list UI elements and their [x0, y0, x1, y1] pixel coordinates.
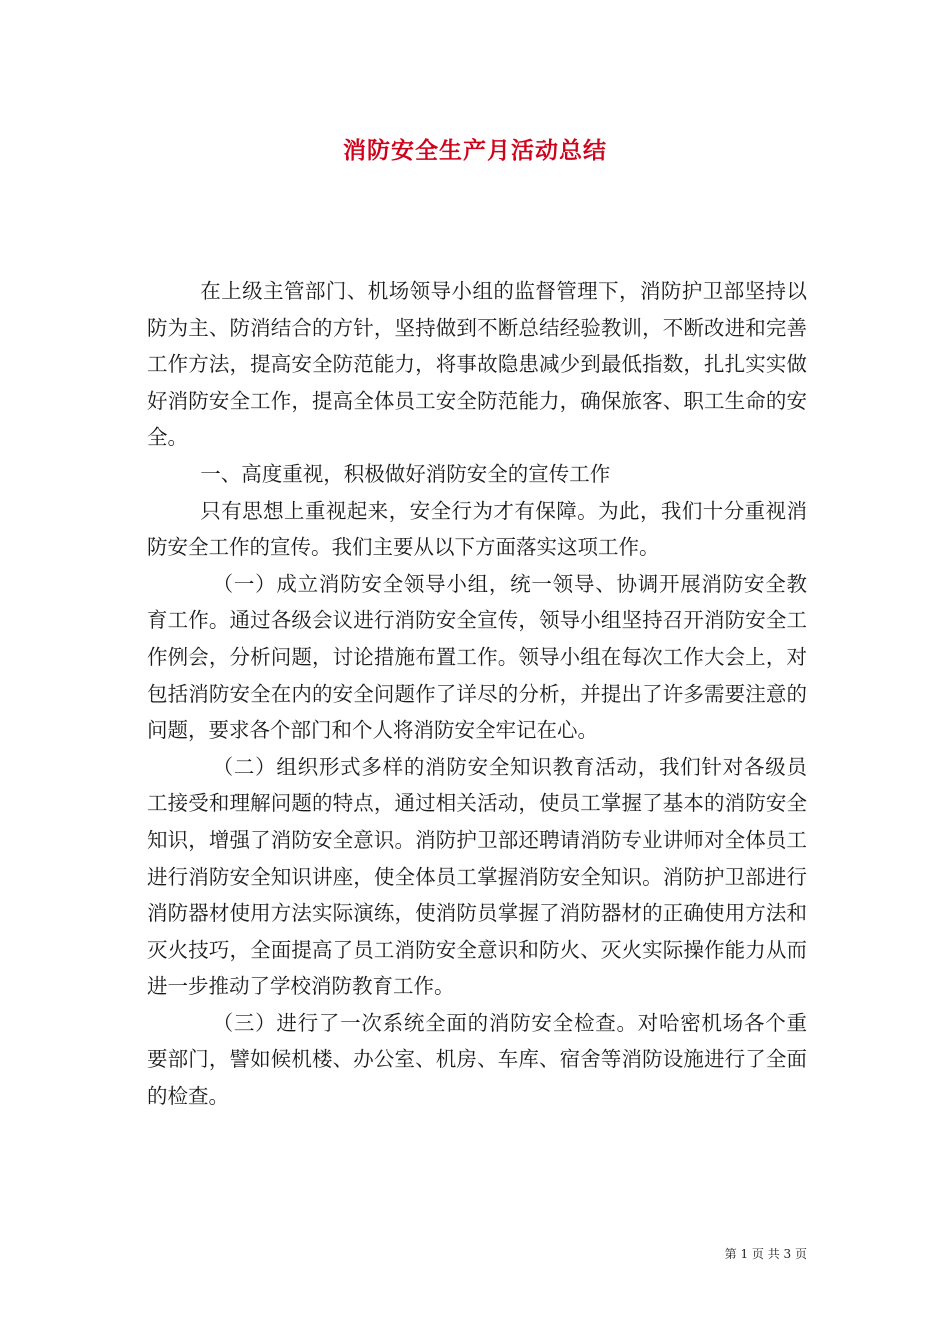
paragraph-section-1: 只有思想上重视起来，安全行为才有保障。为此，我们十分重视消防安全工作的宣传。我们主要从以下方面落实这项工作。 — [147, 498, 807, 560]
paragraph-item-3: （三）进行了一次系统全面的消防安全检查。对哈密机场各个重要部门，譬如候机楼、办公室、机房、车库、宿舍等消防设施进行了全面的检查。 — [147, 1010, 807, 1109]
section-heading-1: 一、高度重视，积极做好消防安全的宣传工作 — [200, 461, 611, 486]
document-title: 消防安全生产月活动总结 — [343, 137, 607, 164]
paragraph-intro: 在上级主管部门、机场领导小组的监督管理下，消防护卫部坚持以防为主、防消结合的方针，坚持做到不断总结经验教训，不断改进和完善工作方法，提高安全防范能力，将事故隐患减少到最低指数，扎扎实实做好消防安全工作，提高全体员工安全防范能力，确保旅客、职工生命的安全。 — [147, 279, 807, 450]
page-number: 第 1 页 共 3 页 — [724, 1247, 807, 1261]
paragraph-item-1: （一）成立消防安全领导小组，统一领导、协调开展消防安全教育工作。通过各级会议进行消防安全宣传，领导小组坚持召开消防安全工作例会，分析问题，讨论措施布置工作。领导小组在每次工作大会上，对包括消防安全在内的安全问题作了详尽的分析，并提出了许多需要注意的问题，要求各个部门和个人将消防安全牢记在心。 — [147, 571, 807, 743]
paragraph-item-2: （二）组织形式多样的消防安全知识教育活动，我们针对各级员工接受和理解问题的特点，通过相关活动，使员工掌握了基本的消防安全知识，增强了消防安全意识。消防护卫部还聘请消防专业讲师对全体员工进行消防安全知识讲座，使全体员工掌握消防安全知识。消防护卫部进行消防器材使用方法实际演练，使消防员掌握了消防器材的正确使用方法和灭火技巧，全面提高了员工消防安全意识和防火、灭火实际操作能力从而进一步推动了学校消防教育工作。 — [147, 754, 807, 999]
document-body — [147, 273, 807, 1115]
